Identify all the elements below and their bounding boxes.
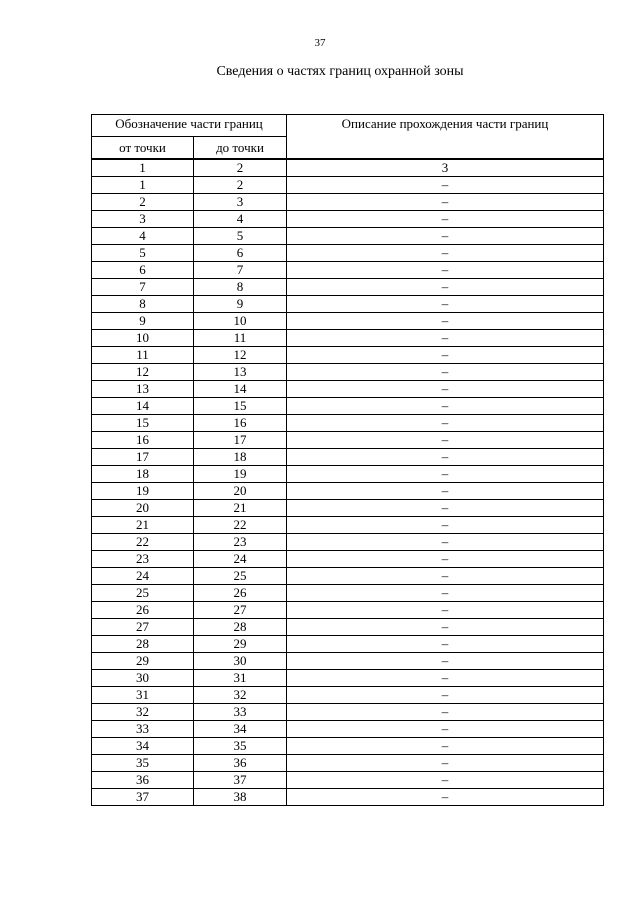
to-point-cell: 30	[194, 653, 287, 670]
from-point-cell: 37	[92, 789, 194, 806]
to-point-cell: 4	[194, 211, 287, 228]
description-cell: –	[287, 602, 604, 619]
column-number: 1	[92, 159, 194, 177]
table-row	[92, 534, 604, 551]
table-row	[92, 279, 604, 296]
from-point-cell: 2	[92, 194, 194, 211]
table-row	[92, 687, 604, 704]
from-point-cell: 34	[92, 738, 194, 755]
from-point-cell: 32	[92, 704, 194, 721]
to-point-cell: 32	[194, 687, 287, 704]
table-row	[92, 636, 604, 653]
description-cell: –	[287, 211, 604, 228]
from-point-cell: 9	[92, 313, 194, 330]
to-point-cell: 11	[194, 330, 287, 347]
description-cell: –	[287, 279, 604, 296]
table-row	[92, 330, 604, 347]
from-point-cell: 23	[92, 551, 194, 568]
description-cell: –	[287, 772, 604, 789]
table-row	[92, 466, 604, 483]
to-point-cell: 28	[194, 619, 287, 636]
document-title: Сведения о частях границ охранной зоны	[216, 64, 464, 79]
table-body	[92, 159, 604, 806]
header-from-point: от точки	[92, 137, 194, 160]
description-cell: –	[287, 534, 604, 551]
from-point-cell: 6	[92, 262, 194, 279]
to-point-cell: 27	[194, 602, 287, 619]
description-cell: –	[287, 245, 604, 262]
to-point-cell: 8	[194, 279, 287, 296]
to-point-cell: 26	[194, 585, 287, 602]
table-row	[92, 483, 604, 500]
column-number-row	[92, 159, 604, 177]
table-row	[92, 517, 604, 534]
to-point-cell: 2	[194, 177, 287, 194]
table-row	[92, 568, 604, 585]
description-cell: –	[287, 262, 604, 279]
description-cell: –	[287, 381, 604, 398]
from-point-cell: 5	[92, 245, 194, 262]
table-row	[92, 398, 604, 415]
from-point-cell: 10	[92, 330, 194, 347]
table-row	[92, 585, 604, 602]
description-cell: –	[287, 347, 604, 364]
to-point-cell: 10	[194, 313, 287, 330]
description-cell: –	[287, 568, 604, 585]
to-point-cell: 5	[194, 228, 287, 245]
table-row	[92, 296, 604, 313]
from-point-cell: 14	[92, 398, 194, 415]
from-point-cell: 13	[92, 381, 194, 398]
to-point-cell: 13	[194, 364, 287, 381]
from-point-cell: 26	[92, 602, 194, 619]
description-cell: –	[287, 194, 604, 211]
description-cell: –	[287, 585, 604, 602]
table-row	[92, 245, 604, 262]
from-point-cell: 30	[92, 670, 194, 687]
from-point-cell: 17	[92, 449, 194, 466]
header-boundary-description: Описание прохождения части границ	[287, 115, 604, 160]
table-row	[92, 551, 604, 568]
description-cell: –	[287, 177, 604, 194]
to-point-cell: 31	[194, 670, 287, 687]
description-cell: –	[287, 687, 604, 704]
from-point-cell: 15	[92, 415, 194, 432]
from-point-cell: 3	[92, 211, 194, 228]
from-point-cell: 4	[92, 228, 194, 245]
description-cell: –	[287, 296, 604, 313]
to-point-cell: 33	[194, 704, 287, 721]
table-row	[92, 228, 604, 245]
to-point-cell: 37	[194, 772, 287, 789]
table-row	[92, 262, 604, 279]
to-point-cell: 29	[194, 636, 287, 653]
table-row	[92, 211, 604, 228]
table-row	[92, 347, 604, 364]
from-point-cell: 27	[92, 619, 194, 636]
header-to-point: до точки	[194, 137, 287, 160]
column-number: 3	[287, 159, 604, 177]
from-point-cell: 1	[92, 177, 194, 194]
from-point-cell: 24	[92, 568, 194, 585]
to-point-cell: 22	[194, 517, 287, 534]
to-point-cell: 15	[194, 398, 287, 415]
description-cell: –	[287, 551, 604, 568]
description-cell: –	[287, 432, 604, 449]
description-cell: –	[287, 721, 604, 738]
description-cell: –	[287, 466, 604, 483]
to-point-cell: 34	[194, 721, 287, 738]
from-point-cell: 22	[92, 534, 194, 551]
table-row	[92, 653, 604, 670]
description-cell: –	[287, 517, 604, 534]
to-point-cell: 24	[194, 551, 287, 568]
to-point-cell: 18	[194, 449, 287, 466]
to-point-cell: 25	[194, 568, 287, 585]
table-row	[92, 449, 604, 466]
table-row	[92, 721, 604, 738]
description-cell: –	[287, 364, 604, 381]
description-cell: –	[287, 619, 604, 636]
from-point-cell: 20	[92, 500, 194, 517]
to-point-cell: 6	[194, 245, 287, 262]
to-point-cell: 12	[194, 347, 287, 364]
table-row	[92, 194, 604, 211]
table-row	[92, 381, 604, 398]
to-point-cell: 36	[194, 755, 287, 772]
description-cell: –	[287, 500, 604, 517]
description-cell: –	[287, 483, 604, 500]
from-point-cell: 29	[92, 653, 194, 670]
to-point-cell: 9	[194, 296, 287, 313]
page-number: 37	[314, 37, 326, 49]
from-point-cell: 16	[92, 432, 194, 449]
table-row	[92, 364, 604, 381]
table-row	[92, 738, 604, 755]
table-row	[92, 619, 604, 636]
description-cell: –	[287, 398, 604, 415]
from-point-cell: 21	[92, 517, 194, 534]
table-row	[92, 772, 604, 789]
description-cell: –	[287, 704, 604, 721]
table-row	[92, 602, 604, 619]
description-cell: –	[287, 330, 604, 347]
from-point-cell: 19	[92, 483, 194, 500]
from-point-cell: 25	[92, 585, 194, 602]
from-point-cell: 31	[92, 687, 194, 704]
table-row	[92, 755, 604, 772]
from-point-cell: 35	[92, 755, 194, 772]
from-point-cell: 8	[92, 296, 194, 313]
description-cell: –	[287, 228, 604, 245]
from-point-cell: 11	[92, 347, 194, 364]
from-point-cell: 36	[92, 772, 194, 789]
description-cell: –	[287, 789, 604, 806]
table-row	[92, 177, 604, 194]
boundary-table	[91, 114, 604, 806]
to-point-cell: 14	[194, 381, 287, 398]
table-row	[92, 415, 604, 432]
to-point-cell: 35	[194, 738, 287, 755]
to-point-cell: 17	[194, 432, 287, 449]
description-cell: –	[287, 755, 604, 772]
table-row	[92, 313, 604, 330]
from-point-cell: 7	[92, 279, 194, 296]
from-point-cell: 18	[92, 466, 194, 483]
description-cell: –	[287, 670, 604, 687]
table-row	[92, 704, 604, 721]
to-point-cell: 19	[194, 466, 287, 483]
table-row	[92, 670, 604, 687]
header-boundary-designation: Обозначение части границ	[92, 115, 287, 137]
description-cell: –	[287, 313, 604, 330]
to-point-cell: 38	[194, 789, 287, 806]
from-point-cell: 28	[92, 636, 194, 653]
table-row	[92, 500, 604, 517]
description-cell: –	[287, 636, 604, 653]
description-cell: –	[287, 738, 604, 755]
to-point-cell: 23	[194, 534, 287, 551]
to-point-cell: 21	[194, 500, 287, 517]
table-row	[92, 432, 604, 449]
column-number: 2	[194, 159, 287, 177]
description-cell: –	[287, 653, 604, 670]
to-point-cell: 3	[194, 194, 287, 211]
table-row	[92, 789, 604, 806]
from-point-cell: 33	[92, 721, 194, 738]
to-point-cell: 7	[194, 262, 287, 279]
description-cell: –	[287, 449, 604, 466]
to-point-cell: 20	[194, 483, 287, 500]
to-point-cell: 16	[194, 415, 287, 432]
from-point-cell: 12	[92, 364, 194, 381]
description-cell: –	[287, 415, 604, 432]
